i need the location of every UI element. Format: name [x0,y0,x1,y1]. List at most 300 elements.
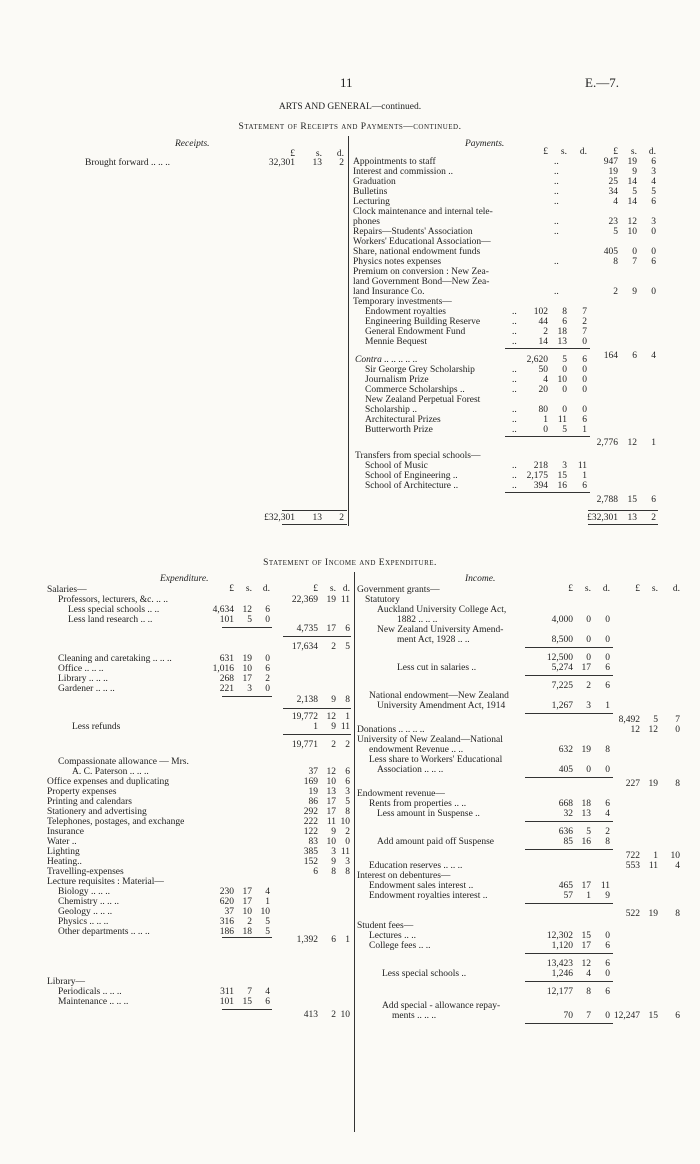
rule-line [222,627,272,628]
uni-1: University of New Zealand—National [357,735,503,745]
refunds-amount-shillings: 9 [331,722,336,732]
cleaning-total-pounds: 2,138 [296,695,318,705]
add-suspense-label: Add amount paid off Suspense [377,837,494,847]
library-total-pounds: 413 [303,1010,318,1020]
rule-line [525,953,613,954]
expenditure-currency: £ [229,584,234,594]
cut-label: Less cut in salaries .. [397,663,477,673]
lectures-amount-pence: 0 [605,931,610,941]
interest-total-pounds: 522 [625,909,640,919]
income-currency: s. [651,584,658,594]
auckland-amount-pence: 0 [605,615,610,625]
endow-sub-pence: 2 [605,827,610,837]
payment-label: phones [353,217,380,227]
contra-total-shillings: 12 [627,438,637,448]
cleaning-label: Office .. .. .. [58,664,104,674]
contra-item-label: Sir George Grey Scholarship [365,365,475,375]
temporary-label: General Endowment Fund [365,327,466,337]
auckland-amount-shillings: 0 [586,615,591,625]
transfer-dots: .. [512,471,517,481]
payment-label: Graduation [353,177,396,187]
college-label: College fees .. .. [369,941,431,951]
contra-item-amount-shillings: 0 [562,385,567,395]
payment-amount-shillings: 10 [627,227,637,237]
rule-line [525,713,613,714]
payment-label: Interest and commission .. [353,167,453,177]
expense-amount-shillings: 10 [326,777,336,787]
expenditure-currency: s. [329,584,336,594]
add-special-2: ments .. .. .. [392,1011,437,1021]
payment-amount-pounds: 8 [613,257,618,267]
payments-currency: d. [648,147,656,157]
temporary-amount-pence: 2 [582,317,587,327]
temporary-amount-pounds: 14 [538,337,548,347]
cleaning-amount-pounds: 221 [219,684,234,694]
nat-2: University Amendment Act, 1914 [377,701,506,711]
expense-amount-pounds: 222 [303,817,318,827]
less-land-amount-shillings: 5 [247,615,252,625]
less-special-amount-shillings: 12 [242,605,252,615]
endow-sub-shillings: 5 [586,827,591,837]
fees-sub-pounds: 13,423 [546,959,573,969]
payment-amount-pence: 6 [651,197,656,207]
contra-item-amount-pounds: 4 [543,375,548,385]
edu-reserves-label: Education reserves .. .. .. [369,861,463,871]
lecture-amount-shillings: 17 [242,897,252,907]
statutory: Statutory [365,595,400,605]
contra-item-amount-pence: 0 [582,365,587,375]
uni-amount-pence: 8 [605,745,610,755]
income-currency: £ [635,584,640,594]
sales-amount-pence: 11 [600,881,610,891]
expense-label: Printing and calendars [47,797,132,807]
expense-amount-pence: 5 [345,797,350,807]
expense-amount-pounds: 37 [308,767,318,777]
contra-dots: .. [512,405,517,415]
expense-amount-pence: 6 [345,767,350,777]
donations-amount-pence: 0 [675,725,680,735]
rule-line [525,777,613,778]
library-amount-pounds: 311 [220,987,234,997]
expense-label: Lighting [47,847,80,857]
expense-label: Insurance [47,827,84,837]
contra-dots: .. [512,415,517,425]
rule-line [525,821,613,822]
expense-label: Telephones, postages, and exchange [47,817,185,827]
temporary-label: Engineering Building Reserve [365,317,481,327]
rule-line [283,708,351,709]
payment-amount-shillings: 14 [627,177,637,187]
temporary-amount-pounds: 44 [538,317,548,327]
payment-dots: .. [554,217,559,227]
expense-amount-pence: 3 [345,787,350,797]
transfer-label: School of Engineering .. [365,471,458,481]
contra-dots: .. [512,375,517,385]
temporary-dots: .. [512,307,517,317]
rents-amount-pounds: 668 [558,799,573,809]
expense-amount-pounds: 385 [303,847,318,857]
section-title: ARTS AND GENERAL—continued. [278,102,422,112]
payment-label: Repairs—Students' Association [353,227,473,237]
lecture-amount-pence: 1 [265,897,270,907]
salaries-total-pounds: 22,369 [291,595,318,605]
subtotal1-pence: 1 [345,712,350,722]
payment-amount-pence: 3 [651,217,656,227]
expense-amount-pounds: 86 [308,797,318,807]
add-special-amount-pounds: 70 [563,1011,573,1021]
royalties-amount-pounds: 57 [563,891,573,901]
expense-amount-shillings: 17 [326,797,336,807]
lecture-amount-pence: 5 [265,927,270,937]
contra-item-amount-pounds: 1 [543,415,548,425]
receipts-total-pence: 2 [339,513,344,523]
temporary-dots: .. [512,317,517,327]
rule-line [222,1009,272,1010]
brought-forward-label: Brought forward .. .. .. [85,158,170,168]
cleaning-amount-shillings: 10 [242,664,252,674]
fees-total-pence: 6 [675,1011,680,1021]
net-salaries-shillings: 2 [331,642,336,652]
expense-amount-pounds: 19 [308,787,318,797]
lecture-label: Physics .. .. .. [58,917,109,927]
contra-item-amount-pounds: 80 [538,405,548,415]
nat-amount-shillings: 3 [586,701,591,711]
lecture-amount-shillings: 2 [247,917,252,927]
temporary-dots: .. [512,337,517,347]
interest-total-pence: 8 [675,909,680,919]
transfer-dots: .. [512,481,517,491]
statement-title-2: Statement of Income and Expenditure. [263,558,437,568]
rule-line [505,436,590,437]
cleaning-amount-pounds: 1,016 [212,664,234,674]
lecture-amount-pence: 5 [265,917,270,927]
uni-2: endowment Revenue .. .. [369,745,464,755]
auckland-2: 1882 .. .. .. [397,615,438,625]
income-currency: s. [584,584,591,594]
expense-amount-shillings: 13 [326,787,336,797]
refunds-amount-pence: 11 [340,722,350,732]
transfer-dots: .. [512,461,517,471]
fees-net-pounds: 12,177 [546,987,573,997]
cut-amount-pence: 6 [605,663,610,673]
cleaning-label: Cleaning and caretaking .. .. .. [58,654,172,664]
payment-amount-shillings: 19 [627,157,637,167]
payment-amount-pence: 3 [651,167,656,177]
payment-dots: .. [554,187,559,197]
salaries-total-pence: 11 [340,595,350,605]
contra-amount-shillings: 5 [562,355,567,365]
contra-dots: .. [512,365,517,375]
transfer-amount-pence: 6 [582,481,587,491]
wea-1: Less share to Workers' Educational [369,755,503,765]
payment-amount-shillings: 14 [627,197,637,207]
rule-line [525,647,613,648]
transfers-total-shillings: 15 [627,495,637,505]
expense-amount-pence: 2 [345,827,350,837]
library-amount-pence: 6 [265,997,270,1007]
nzu-amount-pence: 0 [605,635,610,645]
fees-net-shillings: 8 [586,987,591,997]
contra-item-amount-shillings: 0 [562,405,567,415]
less-special-fees-amount-shillings: 4 [586,969,591,979]
college-amount-shillings: 17 [581,941,591,951]
fees-total-shillings: 15 [648,1011,658,1021]
transfer-amount-pounds: 218 [533,461,548,471]
transfers-total-pounds: 2,788 [596,495,618,505]
payment-amount-shillings: 12 [627,217,637,227]
contra-amount-pence: 6 [582,355,587,365]
temporary-amount-pence: 7 [582,307,587,317]
payment-dots: .. [554,197,559,207]
gov-sub-pounds: 12,500 [546,653,573,663]
lecture-total-pence: 1 [345,935,350,945]
expense-amount-pence: 10 [340,817,350,827]
expense-amount-shillings: 9 [331,827,336,837]
expense-label: Property expenses [47,787,117,797]
payment-amount-pence: 4 [651,177,656,187]
payment-amount-pounds: 19 [608,167,618,177]
lectures-label: Lectures .. .. [369,931,416,941]
cleaning-label: Gardener .. .. .. [58,684,115,694]
temporary-label: Mennie Bequest [365,337,428,347]
contra-item-label: Architectural Prizes [365,415,441,425]
payment-label: Clock maintenance and internal tele- [353,207,493,217]
sales-amount-shillings: 17 [581,881,591,891]
expense-amount-pence: 3 [345,857,350,867]
payments-currency: s. [630,147,637,157]
payments-currency: s. [560,147,567,157]
salaries-heading: Salaries— [47,585,87,595]
expense-label: Water .. [47,837,77,847]
income-currency: d. [602,584,610,594]
income-heading: Income. [465,574,496,584]
lecture-amount-pence: 10 [260,907,270,917]
suspense-label: Less amount in Suspense .. [377,809,480,819]
expense-amount-pence: 6 [345,777,350,787]
expense-amount-shillings: 8 [331,867,336,877]
transfer-amount-pounds: 2,175 [526,471,548,481]
payment-label: Physics notes expenses [353,257,442,267]
expense-label: Heating.. [47,857,82,867]
contra-dots: .. [512,385,517,395]
contra-dots: .. [512,425,517,435]
contra-item-label: Journalism Prize [365,375,429,385]
payment-amount-pounds: 34 [608,187,618,197]
less-land-label: Less land research .. .. [68,615,153,625]
college-amount-pounds: 1,120 [551,941,573,951]
payment-dots: .. [554,287,559,297]
transfer-amount-shillings: 3 [562,461,567,471]
expense-label: Travelling-expenses [47,867,124,877]
add-special-1: Add special - allowance repay- [382,1001,501,1011]
expenditure-currency: £ [313,584,318,594]
wea-amount-pounds: 405 [558,765,573,775]
donations-label: Donations .. .. .. .. [357,725,425,735]
receipts-currency: d. [336,149,344,159]
payment-dots: .. [554,227,559,237]
transfer-label: School of Music [365,461,428,471]
contra-item-amount-pounds: 20 [538,385,548,395]
rule-line [283,734,351,735]
payment-amount-pence: 0 [651,227,656,237]
uni-total-pence: 8 [675,779,680,789]
cut-amount-shillings: 17 [581,663,591,673]
less-special-label: Less special schools .. .. [68,605,160,615]
payments-total-pounds: £32,301 [587,513,618,523]
fees-sub-shillings: 12 [581,959,591,969]
add-suspense-amount-shillings: 16 [581,837,591,847]
cleaning-amount-shillings: 19 [242,654,252,664]
wea-amount-pence: 0 [605,765,610,775]
transfers-total-pence: 6 [651,495,656,505]
fees-heading: Student fees— [357,921,414,931]
expense-amount-pence: 8 [345,867,350,877]
contra-item-amount-shillings: 0 [562,365,567,375]
transfer-amount-pounds: 394 [533,481,548,491]
less-sum-pence: 6 [345,624,350,634]
lecture-amount-pounds: 230 [219,887,234,897]
subtotal2-pounds: 19,771 [291,740,318,750]
lecture-amount-shillings: 18 [242,927,252,937]
payments-currency: £ [543,147,548,157]
uni-total-shillings: 19 [648,779,658,789]
transfer-amount-pence: 1 [582,471,587,481]
endow-total-pence: 10 [670,851,680,861]
contra-total-pounds: 2,776 [596,438,618,448]
payment-amount-pence: 5 [651,187,656,197]
payments-currency: d. [579,147,587,157]
library-total-pence: 10 [340,1010,350,1020]
payments-currency: £ [613,147,618,157]
wea-amount-shillings: 0 [586,765,591,775]
lecture-amount-pounds: 186 [219,927,234,937]
college-amount-pence: 6 [605,941,610,951]
gov-sub-shillings: 0 [586,653,591,663]
rule-line [505,492,590,493]
payments-total-shillings: 13 [627,513,637,523]
lecture-amount-pounds: 620 [219,897,234,907]
cleaning-amount-shillings: 3 [247,684,252,694]
contra-item-amount-pence: 0 [582,375,587,385]
cleaning-label: Library .. .. .. [58,674,108,684]
rule-line [588,510,658,511]
payment-amount-pounds: 25 [608,177,618,187]
rule-line [283,636,351,637]
compassionate-2: A. C. Paterson .. .. .. [72,767,149,777]
temporary-amount-shillings: 18 [557,327,567,337]
contra-item-amount-pence: 0 [582,405,587,415]
transfers-heading: Transfers from special schools— [355,451,481,461]
less-sum-shillings: 17 [326,624,336,634]
donations-amount-pounds: 12 [630,725,640,735]
expense-amount-pence: 0 [345,837,350,847]
column-divider [348,136,349,526]
add-special-amount-pence: 0 [605,1011,610,1021]
lecture-heading: Lecture requisites : Material— [47,877,164,887]
contra-total-pence: 1 [651,438,656,448]
lecture-amount-shillings: 17 [242,887,252,897]
payment-amount-pence: 0 [651,287,656,297]
payment-label: Bulletins [353,187,388,197]
gov-net-pence: 6 [605,681,610,691]
library-amount-shillings: 7 [247,987,252,997]
payment-amount-shillings: 0 [632,247,637,257]
nzu-1: New Zealand University Amend- [377,625,504,635]
cleaning-amount-pence: 6 [265,664,270,674]
expense-amount-shillings: 3 [331,847,336,857]
payment-amount-pounds: 23 [608,217,618,227]
expense-label: Office expenses and duplicating [47,777,169,787]
lecture-label: Other departments .. .. .. [58,927,150,937]
library-heading: Library— [47,977,85,987]
lecture-amount-pounds: 37 [224,907,234,917]
payment-amount-pence: 6 [651,157,656,167]
rule-line [525,675,613,676]
rule-line [222,937,272,938]
expenditure-currency: d. [262,584,270,594]
contra-item-label: Commerce Scholarships .. [365,385,465,395]
fees-total-pounds: 12,247 [613,1011,640,1021]
add-suspense-amount-pence: 8 [605,837,610,847]
expense-amount-shillings: 17 [326,807,336,817]
lecture-label: Geology .. .. .. [58,907,113,917]
payment-label: Lecturing [353,197,390,207]
expense-amount-shillings: 10 [326,837,336,847]
payment-label: Workers' Educational Association— [353,237,491,247]
lecture-amount-shillings: 10 [242,907,252,917]
suspense-amount-pounds: 32 [563,809,573,819]
compassionate-1: Compassionate allowance — Mrs. [58,757,189,767]
temporary-total-pounds: 164 [603,351,618,361]
less-sum-pounds: 4,735 [296,624,318,634]
net-salaries-pounds: 17,634 [291,642,318,652]
cleaning-total-pence: 8 [345,695,350,705]
library-total-shillings: 2 [331,1010,336,1020]
payment-amount-pounds: 405 [603,247,618,257]
page-number: 11 [340,75,353,90]
lecture-amount-pence: 4 [265,887,270,897]
sales-label: Endowment sales interest .. [369,881,474,891]
temporary-dots: .. [512,327,517,337]
royalties-amount-pence: 9 [605,891,610,901]
endow-sub-pounds: 636 [558,827,573,837]
contra-item-amount-pounds: 0 [543,425,548,435]
receipts-currency: s. [315,149,322,159]
rule-line [525,1023,613,1024]
expenditure-currency: d. [342,584,350,594]
rents-amount-shillings: 18 [581,799,591,809]
column-divider [354,572,355,1132]
subtotal1-shillings: 12 [326,712,336,722]
lecture-label: Biology .. .. .. [58,887,110,897]
royalties-label: Endowment royalties interest .. [369,891,488,901]
contra-item-amount-shillings: 10 [557,375,567,385]
cleaning-amount-pence: 0 [265,654,270,664]
rule-line [588,524,658,525]
sales-amount-pounds: 465 [558,881,573,891]
payment-amount-pence: 0 [651,247,656,257]
lectures-amount-pounds: 12,302 [546,931,573,941]
payment-dots: .. [554,167,559,177]
cleaning-amount-pounds: 268 [219,674,234,684]
cleaning-amount-pence: 2 [265,674,270,684]
payment-label: Premium on conversion : New Zea- [353,267,489,277]
library-label: Periodicals .. .. .. [58,987,122,997]
nzu-amount-pounds: 8,500 [551,635,573,645]
nzu-2: ment Act, 1928 .. .. [397,635,470,645]
payment-amount-shillings: 9 [632,287,637,297]
temporary-amount-pence: 0 [582,337,587,347]
